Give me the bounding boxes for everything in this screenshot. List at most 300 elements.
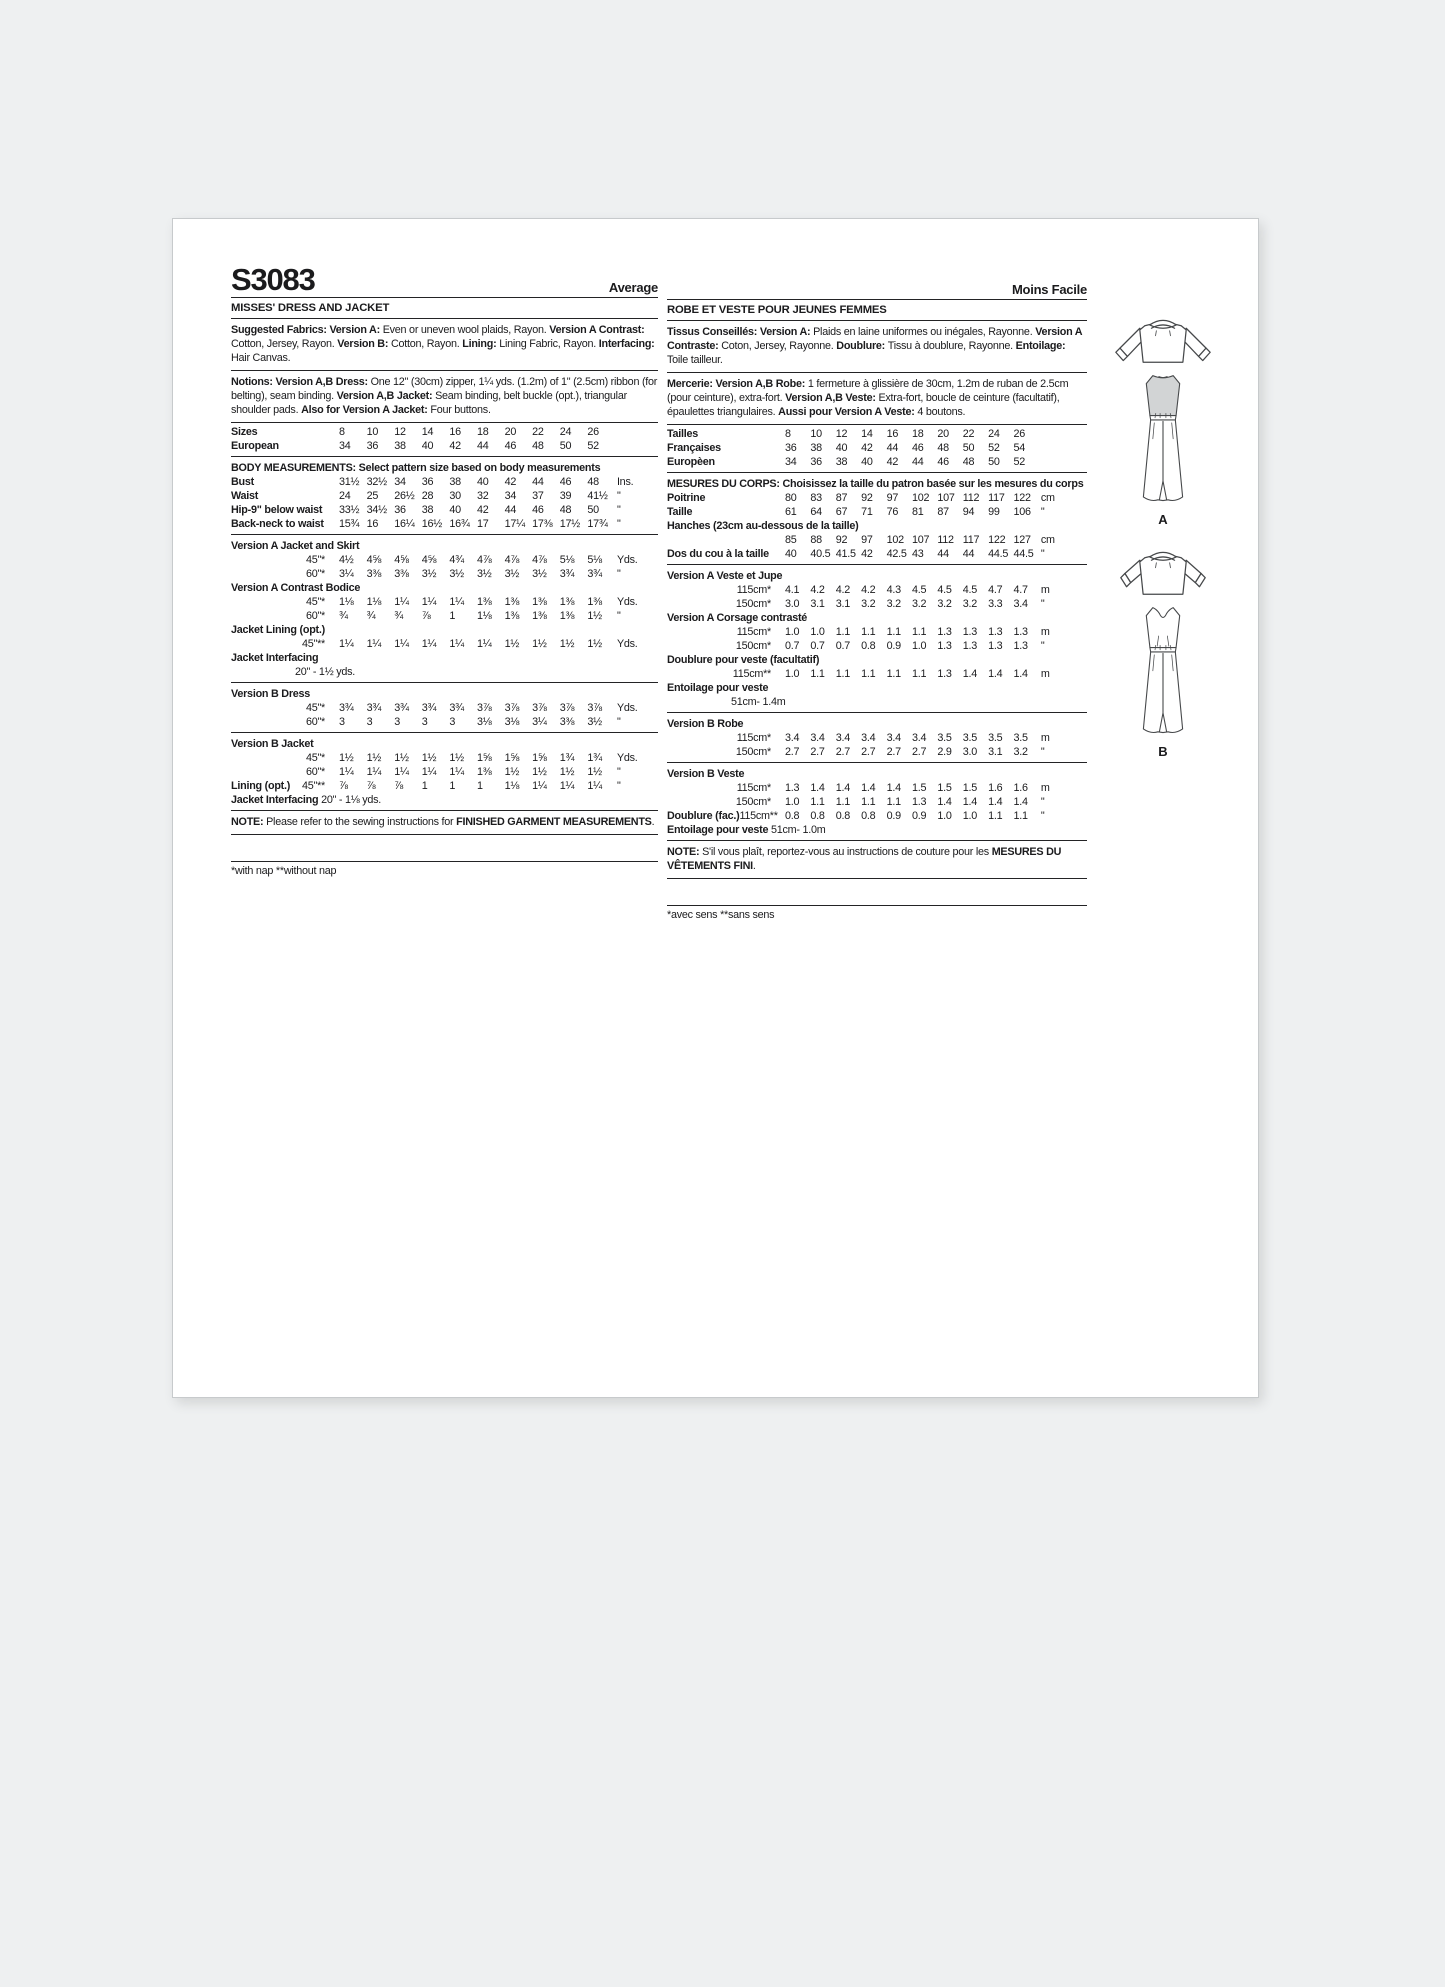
value-cell: 1.5 [962, 782, 977, 794]
value-cell: 3½ [421, 568, 437, 580]
section-heading: Version B Robe [667, 718, 744, 730]
row-label-cell [231, 609, 339, 623]
text-run: Toile tailleur. [667, 354, 723, 366]
value-cell: 61 [785, 506, 797, 518]
text-run: MESURES DU VÊTEMENTS FINI [667, 846, 1062, 872]
row-label: Poitrine [667, 492, 706, 504]
value-cell: 1¼ [394, 638, 409, 650]
value-cell: 2.7 [810, 746, 825, 758]
value-cell: 20 [937, 428, 949, 440]
value-cell: ¾ [339, 610, 348, 622]
row-sublabel: 60"* [305, 568, 325, 580]
value-cell: 1.1 [835, 796, 851, 808]
value-cell: 34½ [366, 504, 387, 516]
row-label: Tailles [667, 428, 699, 440]
table-row [667, 795, 1087, 809]
value-cell: 50 [962, 442, 975, 454]
value-cell: 44 [962, 548, 975, 560]
difficulty-label-fr: Moins Facile [667, 282, 1087, 300]
row-label: Dos du cou à la taille [667, 548, 769, 560]
text-run: . [651, 816, 655, 828]
value-cell: 1¼ [339, 766, 354, 778]
value-cell: 1½ [559, 766, 575, 778]
value-cell: 3.1 [810, 598, 825, 610]
spacer [231, 839, 658, 859]
table-row [667, 441, 1087, 455]
value-cell: 2.7 [911, 746, 927, 758]
dress-a-back-illustration [1126, 372, 1200, 510]
section-heading: Version A Jacket and Skirt [231, 540, 360, 552]
value-cell: 3.2 [886, 598, 901, 610]
row-sublabel: 150cm* [735, 598, 771, 610]
value-cell: 3.4 [861, 732, 876, 744]
value-cell: 3.2 [861, 598, 876, 610]
text-label: Entoilage pour veste [667, 824, 771, 836]
value-cell: 1.1 [988, 810, 1003, 822]
value-cell: 1½ [504, 766, 520, 778]
unit-cell: " [616, 504, 621, 516]
value-cell: 40 [861, 456, 873, 468]
value-cell: 40 [785, 548, 797, 560]
value-cell: 1.6 [988, 782, 1003, 794]
value-cell: 2.7 [886, 746, 901, 758]
row-label: Sizes [231, 426, 258, 438]
value-cell: 3⅞ [559, 702, 575, 714]
value-cell: 67 [835, 506, 848, 518]
divider-rule [231, 732, 658, 733]
row-label-cell [667, 455, 785, 469]
text-run: Tissu à doublure, Rayonne. [887, 340, 1016, 352]
table-row [231, 553, 658, 567]
row-label-cell [667, 427, 785, 441]
text-run: Please refer to the sewing instructions for [266, 816, 457, 828]
value-cell: 1¾ [587, 752, 602, 764]
value-cell: 5⅛ [587, 554, 602, 566]
value-cell: ¾ [394, 610, 403, 622]
row-label-cell [667, 639, 785, 653]
row-label-cell [231, 425, 339, 439]
row-label-cell [231, 779, 339, 793]
text-run: Extra-fort, boucle de ceinture (facultatif), épaulettes triangulaires. [667, 392, 1060, 418]
value-cell: 1.1 [835, 626, 851, 638]
value-cell: 32 [476, 490, 489, 502]
pattern-header-row [231, 262, 658, 298]
value-cell: 44 [504, 504, 517, 516]
unit-cell: " [1040, 598, 1045, 610]
value-cell: 1.4 [937, 796, 952, 808]
value-cell: 14 [421, 426, 434, 438]
value-cell: 1.4 [810, 782, 825, 794]
value-cell: 3.4 [835, 732, 851, 744]
text-run: Also for Version A Jacket: [301, 404, 431, 416]
value-cell: 112 [937, 534, 954, 546]
value-cell: 117 [962, 534, 980, 546]
row-label-cell [667, 441, 785, 455]
row-label-cell [667, 731, 785, 745]
unit-cell: " [1040, 746, 1045, 758]
value-cell: 81 [911, 506, 924, 518]
text-line [231, 864, 658, 878]
value-cell: 36 [421, 476, 434, 488]
value-cell: 16 [886, 428, 899, 440]
value-cell: 3.2 [962, 598, 977, 610]
value-cell: 40.5 [810, 548, 831, 560]
value-cell: 3 [339, 716, 345, 728]
value-cell: 92 [861, 492, 873, 504]
text-line [231, 665, 658, 679]
text-run: Notions: Version A,B Dress: [231, 376, 371, 388]
value-cell: 1.0 [785, 626, 800, 638]
section-heading: Version B Dress [231, 688, 311, 700]
value-cell: 8 [785, 428, 791, 440]
value-cell: 1.3 [988, 640, 1003, 652]
value-cell: 24 [988, 428, 1000, 440]
row-label-cell [667, 491, 785, 505]
value-cell: 42 [504, 476, 517, 488]
value-cell: 1.1 [886, 796, 901, 808]
value-cell: 1.3 [911, 796, 927, 808]
text-run: Lining: [462, 338, 500, 350]
value-cell: 4⅞ [476, 554, 492, 566]
value-cell: 39 [559, 490, 572, 502]
text-line [667, 908, 1087, 922]
row-sublabel: 115cm* [736, 626, 771, 638]
value-cell: 1¼ [421, 596, 437, 608]
section-heading: Version A Veste et Jupe [667, 570, 783, 582]
row-label-cell [231, 517, 339, 531]
value-cell: 1¼ [559, 780, 575, 792]
value-cell: 4.3 [886, 584, 901, 596]
value-cell: 14 [861, 428, 873, 440]
value-cell: 22 [962, 428, 975, 440]
value-cell: 17¼ [504, 518, 525, 530]
row-label: Europèen [667, 456, 715, 468]
value-cell: 52 [587, 440, 599, 452]
value-cell: 117 [988, 492, 1005, 504]
text-run: One 12" (30cm) zipper, 1¼ yds. (1.2m) of 1" (2.5cm) ribbon (for belting), seam binding. [231, 376, 658, 402]
row-sublabel: 45"** [302, 638, 325, 650]
value-cell: 0.8 [861, 810, 876, 822]
value-cell: 26½ [394, 490, 415, 502]
value-cell: 4.5 [937, 584, 952, 596]
value-cell: 1¼ [449, 596, 464, 608]
value-cell: 1⅝ [504, 752, 520, 764]
unit-cell [1039, 441, 1087, 455]
value-cell: 38 [835, 456, 848, 468]
spacer [667, 883, 1087, 903]
divider-rule [231, 534, 658, 535]
divider-rule [667, 712, 1087, 713]
value-cell: 38 [449, 476, 461, 488]
table-row [667, 547, 1087, 561]
value-cell: 1⅜ [559, 610, 575, 622]
unit-cell: Yds. [616, 638, 638, 650]
row-label-cell [231, 553, 339, 567]
value-cell: 40 [476, 476, 489, 488]
table-row [231, 503, 658, 517]
value-cell: 1.1 [1013, 810, 1028, 822]
unit-cell: " [616, 568, 621, 580]
text-run: Seam binding, belt buckle (opt.), triangular shoulder pads. [231, 390, 627, 416]
value-cell: 1.5 [911, 782, 927, 794]
value-cell: 107 [911, 534, 930, 546]
value-cell: 1½ [532, 638, 547, 650]
section-heading: Jacket Lining (opt.) [231, 624, 325, 636]
jacket-a-back-illustration [1113, 315, 1213, 368]
unit-cell [1039, 427, 1087, 441]
pattern-instruction-sheet [172, 218, 1259, 1398]
row-label-cell [231, 595, 339, 609]
value-cell: 1¼ [394, 596, 409, 608]
unit-cell: " [1040, 810, 1045, 822]
value-cell: 20 [504, 426, 517, 438]
value-cell: 1½ [532, 766, 547, 778]
row-label-cell [667, 505, 785, 519]
value-cell: 1.4 [962, 668, 977, 680]
value-cell: 4⅝ [366, 554, 382, 566]
value-cell: 3⅜ [559, 716, 575, 728]
value-cell: 1⅜ [476, 766, 492, 778]
table-row [667, 583, 1087, 597]
category-heading-en: MISSES' DRESS AND JACKET [231, 298, 658, 319]
text-run: S'il vous plaît, reportez-vous au instructions de couture pour les [702, 846, 992, 858]
value-cell: 1¾ [559, 752, 575, 764]
value-cell: 48 [559, 504, 572, 516]
table-row [231, 609, 658, 623]
value-cell: 3¾ [587, 568, 602, 580]
value-cell: 1.3 [937, 668, 952, 680]
value-cell: 50 [587, 504, 599, 516]
value-cell: 5⅛ [559, 554, 575, 566]
value-cell: 3.4 [1013, 598, 1028, 610]
table-row [667, 597, 1087, 611]
value-cell: 22 [532, 426, 544, 438]
table-row [231, 715, 658, 729]
paragraph [667, 325, 1087, 367]
table-row [667, 625, 1087, 639]
table-row [667, 731, 1087, 745]
divider-rule [231, 834, 658, 835]
unit-cell [615, 439, 658, 453]
value-cell: 44 [476, 440, 489, 452]
english-column [231, 262, 658, 878]
text-line [667, 823, 1087, 837]
value-cell: 1.4 [886, 782, 901, 794]
value-cell: 1.0 [785, 796, 800, 808]
divider-rule [231, 370, 658, 371]
value-cell: 80 [785, 492, 797, 504]
value-cell: 3⅜ [394, 568, 409, 580]
value-cell: 2.9 [937, 746, 952, 758]
text-run: FINISHED GARMENT MEASUREMENTS [456, 816, 652, 828]
text-run: 4 boutons. [917, 406, 966, 418]
value-cell: 1¼ [366, 638, 382, 650]
row-sublabel: 60"* [305, 716, 325, 728]
jacket-b-back-illustration [1113, 547, 1213, 600]
text-run: Coton, Jersey, Rayonne. [721, 340, 837, 352]
value-cell: 3½ [587, 716, 602, 728]
value-cell: 1.3 [1013, 626, 1028, 638]
value-cell: 1.3 [962, 640, 977, 652]
value-cell: 1⅝ [532, 752, 547, 764]
value-cell: 112 [962, 492, 980, 504]
value-cell: 1⅜ [476, 596, 492, 608]
value-cell: 42 [886, 456, 899, 468]
value-cell: 1¼ [421, 638, 437, 650]
value-cell: 88 [810, 534, 822, 546]
row-sublabel: 45"* [305, 752, 325, 764]
text-run: Mercerie: Version A,B Robe: [667, 378, 808, 390]
value-cell: 1⅛ [504, 780, 520, 792]
unit-cell [785, 519, 810, 533]
value-cell: 1.1 [810, 668, 825, 680]
value-cell: 4⅝ [421, 554, 437, 566]
value-cell: ¾ [366, 610, 376, 622]
value-cell: 34 [394, 476, 406, 488]
value-cell: 0.9 [886, 810, 901, 822]
value-cell: 54 [1013, 442, 1026, 454]
value-cell: 0.7 [810, 640, 825, 652]
value-cell: 99 [988, 506, 1000, 518]
unit-cell [615, 425, 658, 439]
unit-cell: " [616, 518, 621, 530]
divider-rule [667, 840, 1087, 841]
divider-rule [667, 564, 1087, 565]
value-cell: 12 [394, 426, 406, 438]
value-cell: 4.7 [1013, 584, 1028, 596]
value-cell: 1⅜ [504, 610, 520, 622]
value-cell: 46 [559, 476, 572, 488]
value-cell: 46 [911, 442, 924, 454]
table-row [231, 637, 658, 651]
value-cell: 43 [911, 548, 924, 560]
value-cell: 4½ [339, 554, 354, 566]
value-cell: 1½ [587, 638, 602, 650]
value-cell: 1¼ [532, 780, 547, 792]
text-run: Lining Fabric, Rayon. [499, 338, 599, 350]
text-run: Version A,B Jacket: [336, 390, 436, 402]
unit-cell: Yds. [616, 554, 638, 566]
value-cell: 1½ [394, 752, 409, 764]
value-cell: 1.1 [861, 668, 876, 680]
row-label: European [231, 440, 279, 452]
row-sublabel: 150cm* [735, 640, 771, 652]
text-run: 20" - 1½ yds. [295, 666, 355, 678]
value-cell: 16¾ [449, 518, 470, 530]
value-cell: 3½ [504, 568, 520, 580]
value-cell: 3½ [449, 568, 464, 580]
value-cell: 71 [861, 506, 873, 518]
value-cell: 1.4 [1013, 668, 1028, 680]
section-heading: Version B Jacket [231, 738, 314, 750]
value-cell: 1.1 [861, 626, 876, 638]
row-label-cell [231, 503, 339, 517]
value-cell: 1 [476, 780, 483, 792]
value-cell: 44 [532, 476, 544, 488]
value-cell: 17⅜ [532, 518, 553, 530]
value-cell: 3 [366, 716, 373, 728]
value-cell: 0.9 [911, 810, 927, 822]
value-cell: 3.5 [937, 732, 952, 744]
row-label-cell [231, 751, 339, 765]
unit-cell: m [1040, 668, 1050, 680]
text-run: Plaids en laine uniformes ou inégales, Rayonne. [813, 326, 1036, 338]
value-cell: 0.8 [861, 640, 876, 652]
section-heading: Jacket Interfacing [231, 652, 319, 664]
value-cell: 1 [449, 780, 456, 792]
row-label: Hip-9" below waist [231, 504, 323, 516]
row-sublabel: 45"* [305, 596, 325, 608]
value-cell: 3¾ [449, 702, 464, 714]
value-cell: 1.0 [785, 668, 800, 680]
value-cell: 3.4 [810, 732, 825, 744]
row-label: Bust [231, 476, 254, 488]
french-column [667, 265, 1087, 922]
text-run: Cotton, Jersey, Rayon. [231, 338, 338, 350]
text-run: 1 fermeture à glissière de 30cm, 1.2m de ruban de 2.5cm (pour ceinture), extra-fort. [667, 378, 1069, 404]
table-row [667, 639, 1087, 653]
value-cell: 0.8 [810, 810, 825, 822]
value-cell: 2.7 [861, 746, 876, 758]
value-cell: 1.0 [962, 810, 977, 822]
value-cell: 24 [339, 490, 351, 502]
value-cell: 1¼ [449, 766, 464, 778]
value-cell: 32½ [366, 476, 387, 488]
unit-cell: " [1040, 548, 1045, 560]
text-run: Hair Canvas. [231, 352, 291, 364]
value-cell: 1.4 [1013, 796, 1028, 808]
value-cell: 4.2 [861, 584, 876, 596]
value-cell: 1.1 [861, 796, 876, 808]
text-run: NOTE: [667, 846, 703, 858]
value-cell: 107 [937, 492, 955, 504]
row-label: Lining (opt.) [231, 780, 291, 792]
row-sublabel: 115cm* [736, 782, 771, 794]
figure-a-label: A [1158, 512, 1168, 527]
section-heading: BODY MEASUREMENTS: Select pattern size based on body measurements [231, 462, 601, 474]
value-cell: 102 [911, 492, 930, 504]
unit-cell: Ins. [616, 476, 634, 488]
row-label-cell [231, 567, 339, 581]
row-sublabel: 45"* [305, 702, 325, 714]
text-run: Four buttons. [430, 404, 491, 416]
value-cell: 52 [1013, 456, 1026, 468]
value-cell: 3¾ [421, 702, 437, 714]
value-cell: 48 [532, 440, 544, 452]
value-cell: 4⅝ [394, 554, 409, 566]
text-run: Entoilage: [1015, 340, 1066, 352]
value-cell: 3.3 [988, 598, 1003, 610]
unit-cell: " [616, 780, 621, 792]
value-cell: 0.7 [835, 640, 851, 652]
value-cell: 1.0 [911, 640, 927, 652]
value-cell: 1⅜ [532, 610, 547, 622]
value-cell: 3½ [532, 568, 547, 580]
value-cell: 50 [988, 456, 1000, 468]
value-cell: 3.4 [886, 732, 901, 744]
value-cell: 1½ [587, 610, 602, 622]
value-cell: 3⅛ [476, 716, 492, 728]
value-cell: 1½ [366, 752, 382, 764]
divider-rule [231, 682, 658, 683]
row-sublabel: 45"** [302, 780, 325, 792]
value-cell: 3.5 [988, 732, 1003, 744]
section-heading: Doublure pour veste (facultatif) [667, 654, 820, 666]
text-run: Tissus Conseillés: Version A: [667, 326, 814, 338]
value-cell: 4.7 [988, 584, 1003, 596]
unit-cell: " [1040, 506, 1045, 518]
value-cell: 4¾ [449, 554, 464, 566]
